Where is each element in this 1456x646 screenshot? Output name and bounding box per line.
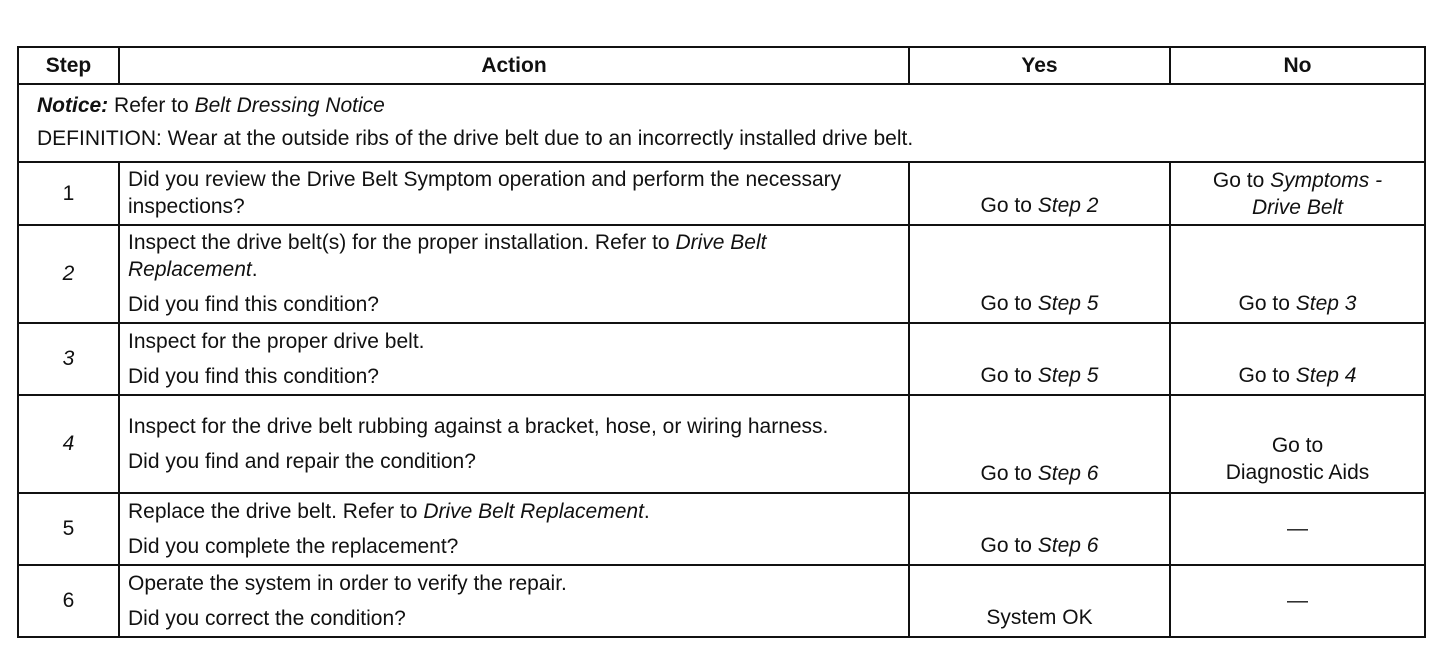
table-row bbox=[18, 565, 1425, 637]
no-cell bbox=[1170, 395, 1425, 493]
no-step-ref: Step 3 bbox=[1295, 292, 1357, 315]
notice-line bbox=[37, 89, 1406, 122]
action-question: Did you find this condition? bbox=[128, 364, 379, 388]
no-step-ref: Symptoms - Drive Belt bbox=[1251, 168, 1383, 219]
action-cell bbox=[119, 493, 909, 565]
action-cell bbox=[119, 162, 909, 225]
step-number: 4 bbox=[18, 395, 119, 493]
action-question: Did you complete the replacement? bbox=[128, 534, 459, 558]
definition-text: DEFINITION: Wear at the outside ribs of the drive belt due to an incorrectly installed drive belt. bbox=[37, 127, 914, 150]
action-cell bbox=[119, 225, 909, 323]
action-suffix: . bbox=[251, 258, 258, 281]
action-ref: Drive Belt Replacement bbox=[423, 499, 644, 523]
notice-text: Refer to bbox=[108, 94, 195, 117]
action-cell bbox=[119, 565, 909, 637]
step-number: 1 bbox=[18, 162, 119, 225]
no-cell bbox=[1170, 565, 1425, 637]
table-row bbox=[18, 395, 1425, 493]
header-action: Action bbox=[119, 47, 909, 84]
action-question: Did you find this condition? bbox=[128, 293, 379, 316]
no-dash: — bbox=[1287, 517, 1308, 540]
no-line-1: Go to bbox=[1271, 434, 1324, 457]
action-question: Did you correct the condition? bbox=[128, 606, 406, 630]
header-row bbox=[18, 47, 1425, 84]
action-text: Operate the system in order to verify the repair. bbox=[128, 571, 567, 595]
no-cell bbox=[1170, 493, 1425, 565]
action-text bbox=[128, 229, 900, 283]
action-cell bbox=[119, 323, 909, 395]
yes-prefix: Go to bbox=[980, 462, 1038, 485]
yes-prefix: Go to bbox=[980, 364, 1038, 387]
yes-cell bbox=[909, 323, 1170, 395]
yes-cell bbox=[909, 225, 1170, 323]
notice-cell bbox=[18, 84, 1425, 162]
table-row bbox=[18, 162, 1425, 225]
no-step-ref: Step 4 bbox=[1295, 364, 1357, 387]
yes-step-ref: Step 5 bbox=[1037, 364, 1099, 387]
table-row bbox=[18, 323, 1425, 395]
yes-step-ref: Step 6 bbox=[1037, 462, 1099, 485]
yes-step-ref: Step 5 bbox=[1037, 292, 1099, 315]
yes-prefix: Go to bbox=[980, 534, 1038, 557]
yes-cell bbox=[909, 493, 1170, 565]
no-line-2: Diagnostic Aids bbox=[1225, 461, 1370, 484]
no-dash: — bbox=[1287, 589, 1308, 612]
action-prefix: Replace the drive belt. Refer to bbox=[128, 499, 424, 523]
table-row bbox=[18, 225, 1425, 323]
notice-link: Belt Dressing Notice bbox=[194, 94, 385, 117]
yes-step-ref: Step 2 bbox=[1037, 194, 1099, 217]
notice-row bbox=[18, 84, 1425, 162]
action-question: Did you find and repair the condition? bbox=[128, 449, 476, 473]
yes-cell bbox=[909, 395, 1170, 493]
yes-cell bbox=[909, 162, 1170, 225]
no-prefix: Go to bbox=[1212, 168, 1271, 192]
no-cell bbox=[1170, 323, 1425, 395]
no-prefix: Go to bbox=[1238, 292, 1296, 315]
no-prefix: Go to bbox=[1238, 364, 1296, 387]
action-ref: Drive Belt Replacement bbox=[128, 231, 767, 281]
header-no: No bbox=[1170, 47, 1425, 84]
no-cell bbox=[1170, 225, 1425, 323]
yes-cell bbox=[909, 565, 1170, 637]
diagnostic-table bbox=[17, 46, 1426, 638]
step-number: 6 bbox=[18, 565, 119, 637]
yes-step-ref: Step 6 bbox=[1037, 534, 1099, 557]
yes-result: System OK bbox=[986, 606, 1093, 629]
action-suffix: . bbox=[643, 499, 650, 523]
yes-prefix: Go to bbox=[980, 194, 1038, 217]
header-step: Step bbox=[18, 47, 119, 84]
action-cell bbox=[119, 395, 909, 493]
action-text bbox=[128, 498, 900, 525]
action-text: Inspect for the proper drive belt. bbox=[128, 329, 425, 353]
header-yes: Yes bbox=[909, 47, 1170, 84]
no-cell bbox=[1170, 162, 1425, 225]
yes-prefix: Go to bbox=[980, 292, 1038, 315]
notice-label: Notice: bbox=[37, 94, 109, 117]
step-number: 3 bbox=[18, 323, 119, 395]
action-prefix: Inspect the drive belt(s) for the proper installation. Refer to bbox=[128, 231, 676, 254]
step-number: 2 bbox=[18, 225, 119, 323]
action-text: Did you review the Drive Belt Symptom operation and perform the necessary inspections? bbox=[128, 168, 842, 218]
action-text: Inspect for the drive belt rubbing against a bracket, hose, or wiring harness. bbox=[128, 414, 829, 438]
step-number: 5 bbox=[18, 493, 119, 565]
table-row bbox=[18, 493, 1425, 565]
